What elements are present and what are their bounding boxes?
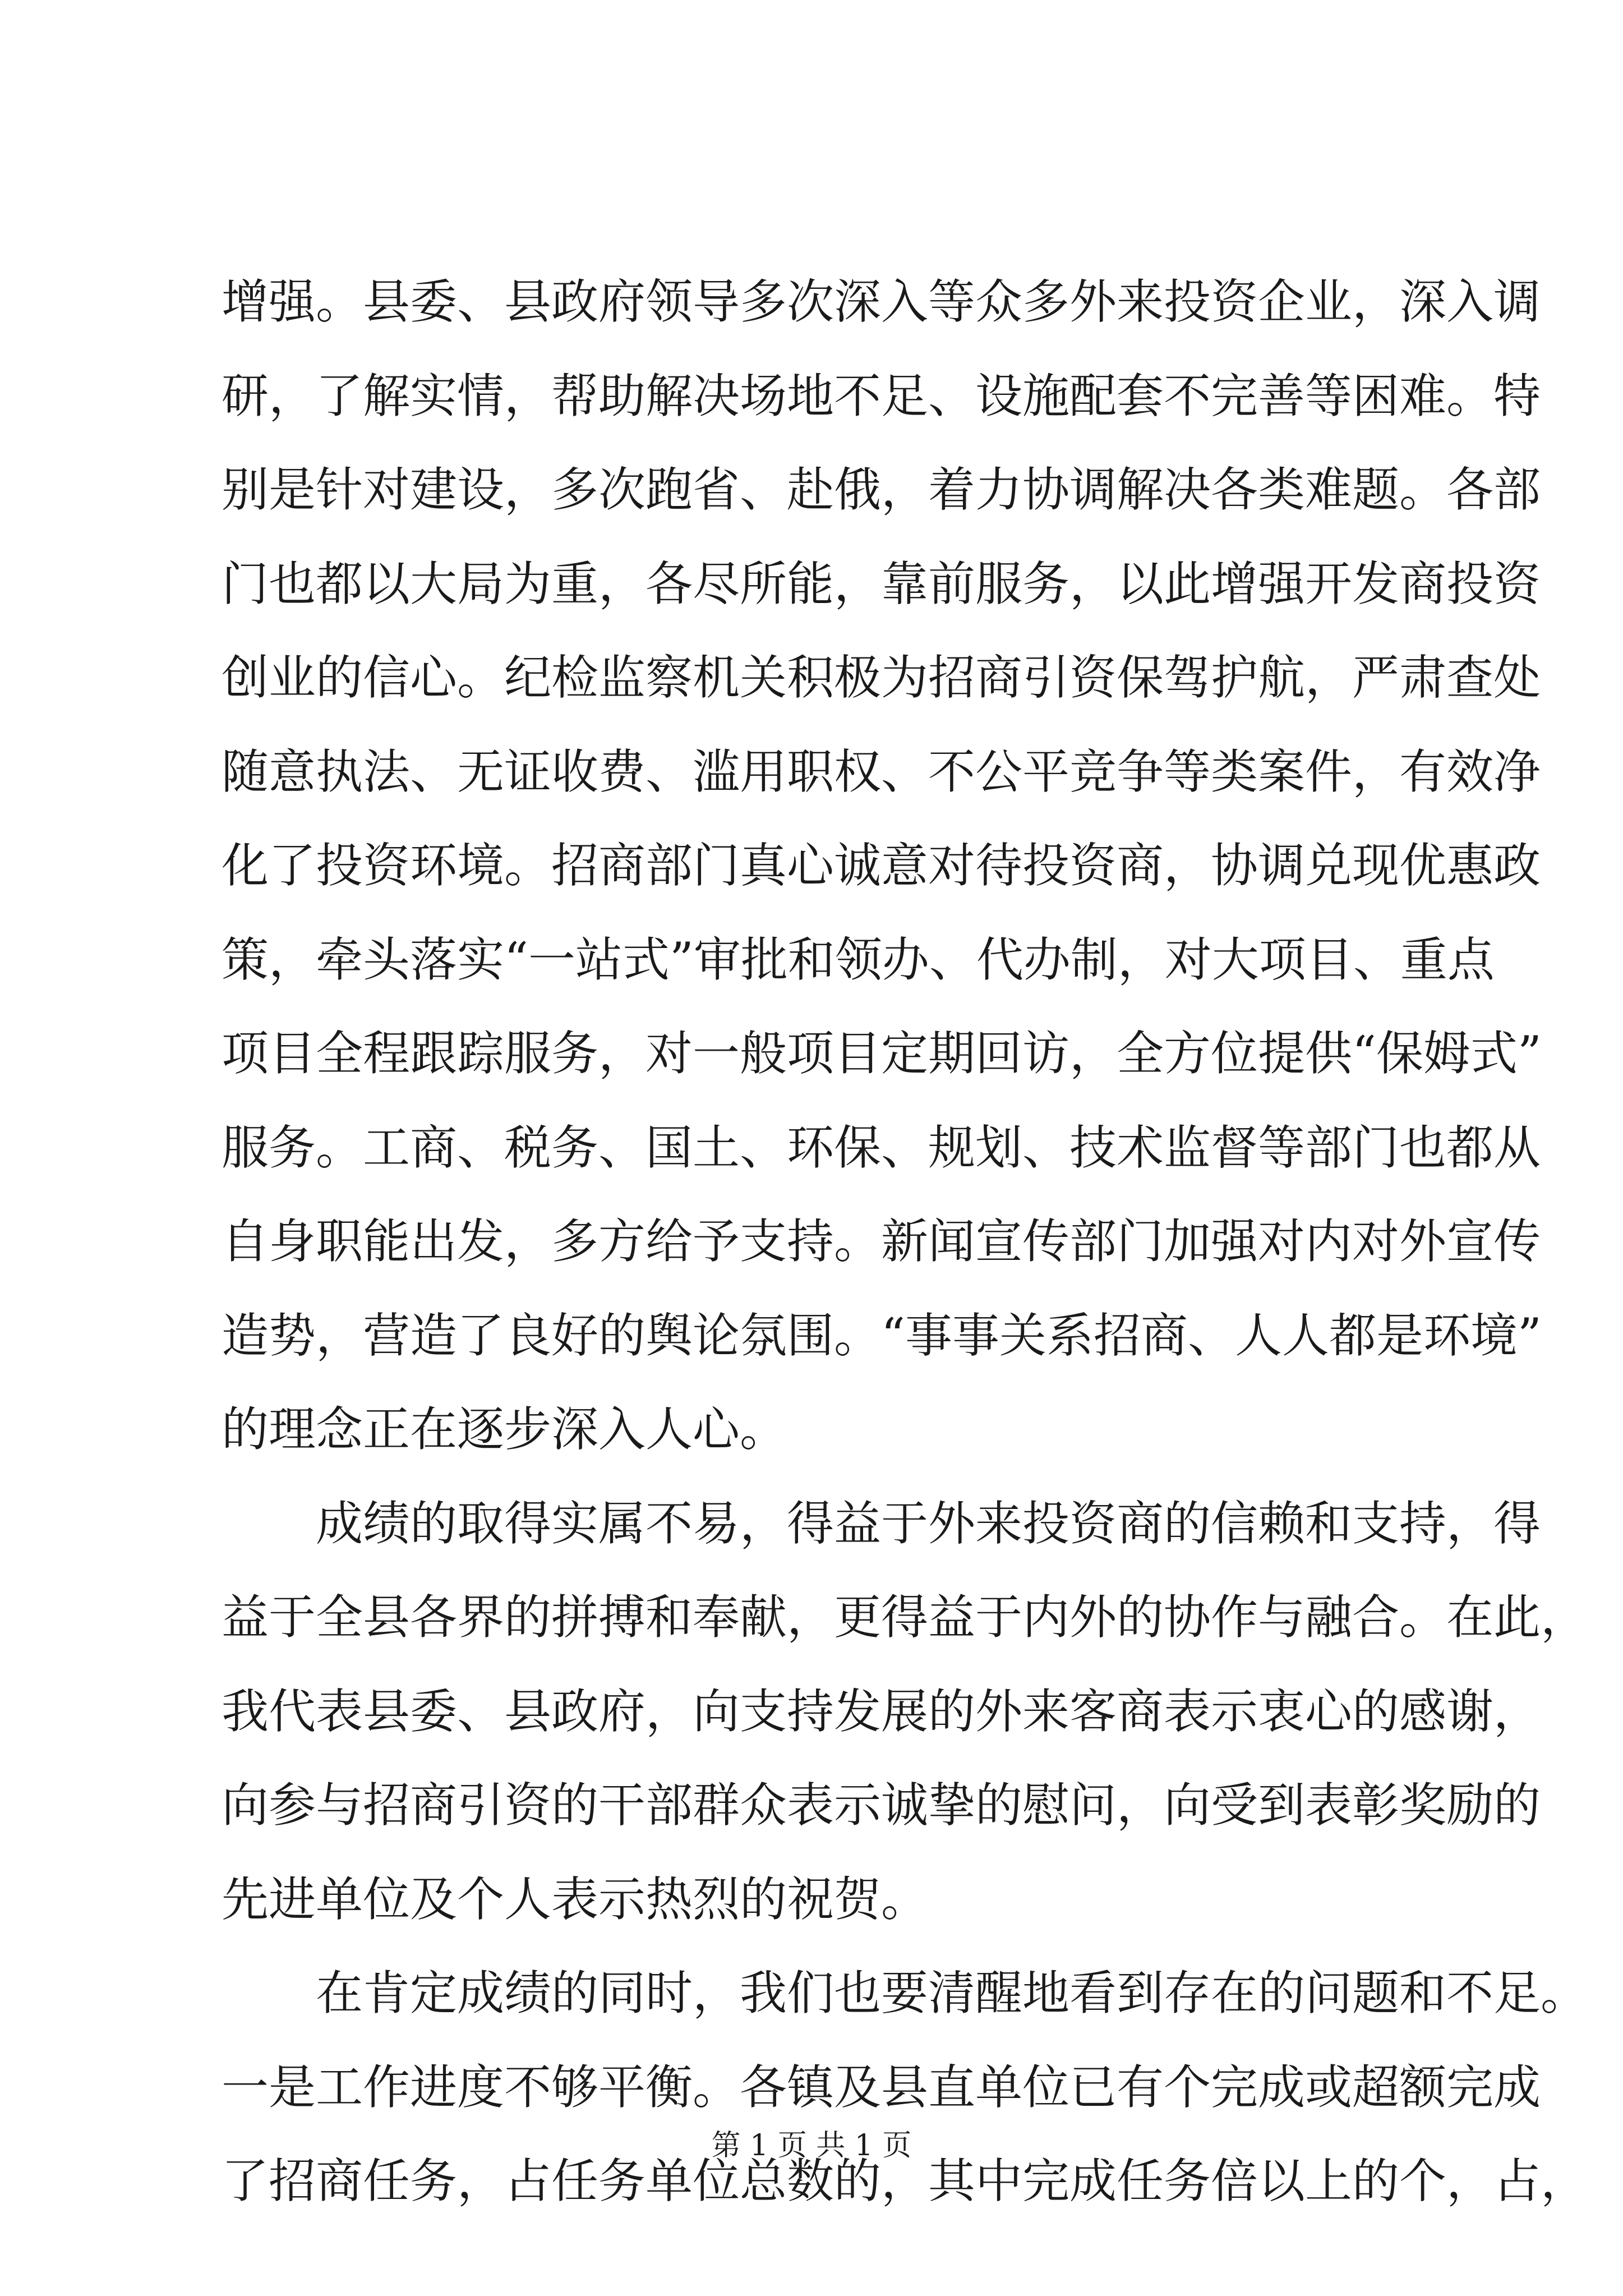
text-line: 创业的信心。纪检监察机关积极为招商引资保驾护航，严肃查处 (222, 650, 1541, 705)
text-line: 随意执法、无证收费、滥用职权、不公平竞争等类案件，有效净 (222, 744, 1541, 799)
text-line: 门也都以大局为重，各尽所能，靠前服务，以此增强开发商投资 (222, 556, 1541, 611)
text-line: 项目全程跟踪服务，对一般项目定期回访，全方位提供“保姆式” (222, 1026, 1542, 1081)
document-body (222, 255, 1588, 2229)
text-line: 向参与招商引资的干部群众表示诚挚的慰问，向受到表彰奖励的 (222, 1778, 1541, 1833)
text-line: 我代表县委、县政府，向支持发展的外来客商表示衷心的感谢， (222, 1683, 1541, 1739)
text-line: 化了投资环境。招商部门真心诚意对待投资商，协调兑现优惠政 (222, 838, 1541, 893)
text-line: 服务。工商、税务、国土、环保、规划、技术监督等部门也都从 (222, 1120, 1541, 1175)
text-line: 增强。县委、县政府领导多次深入等众多外来投资企业，深入调 (222, 274, 1541, 329)
text-line: 别是针对建设，多次跑省、赴俄，着力协调解决各类难题。各部 (222, 462, 1541, 517)
text-line: 了招商任务，占任务单位总数的，其中完成任务倍以上的个，占， (222, 2154, 1588, 2208)
text-line: 在肯定成绩的同时，我们也要清醒地看到存在的问题和不足。 (222, 1966, 1588, 2021)
text-line: 策，牵头落实“一站式”审批和领办、代办制，对大项目、重点 (222, 932, 1495, 987)
text-line: 一是工作进度不够平衡。各镇及县直单位已有个完成或超额完成 (222, 2059, 1541, 2115)
page-footer (0, 2126, 1623, 2165)
text-line: 造势，营造了良好的舆论氛围。“事事关系招商、人人都是环境” (222, 1308, 1542, 1363)
text-line: 自身职能出发，多方给予支持。新闻宣传部门加强对内对外宣传 (222, 1214, 1541, 1269)
text-line: 研，了解实情，帮助解决场地不足、设施配套不完善等困难。特 (222, 368, 1541, 424)
text-line: 先进单位及个人表示热烈的祝贺。 (222, 1871, 929, 1927)
text-line: 的理念正在逐步深入人心。 (222, 1402, 787, 1457)
text-line: 成绩的取得实属不易，得益于外来投资商的信赖和支持，得 (222, 1496, 1541, 1551)
text-line: 益于全县各界的拼搏和奉献，更得益于内外的协作与融合。在此， (222, 1590, 1588, 1645)
page-number-label: 第 1 页 共 1 页 (711, 2129, 912, 2162)
